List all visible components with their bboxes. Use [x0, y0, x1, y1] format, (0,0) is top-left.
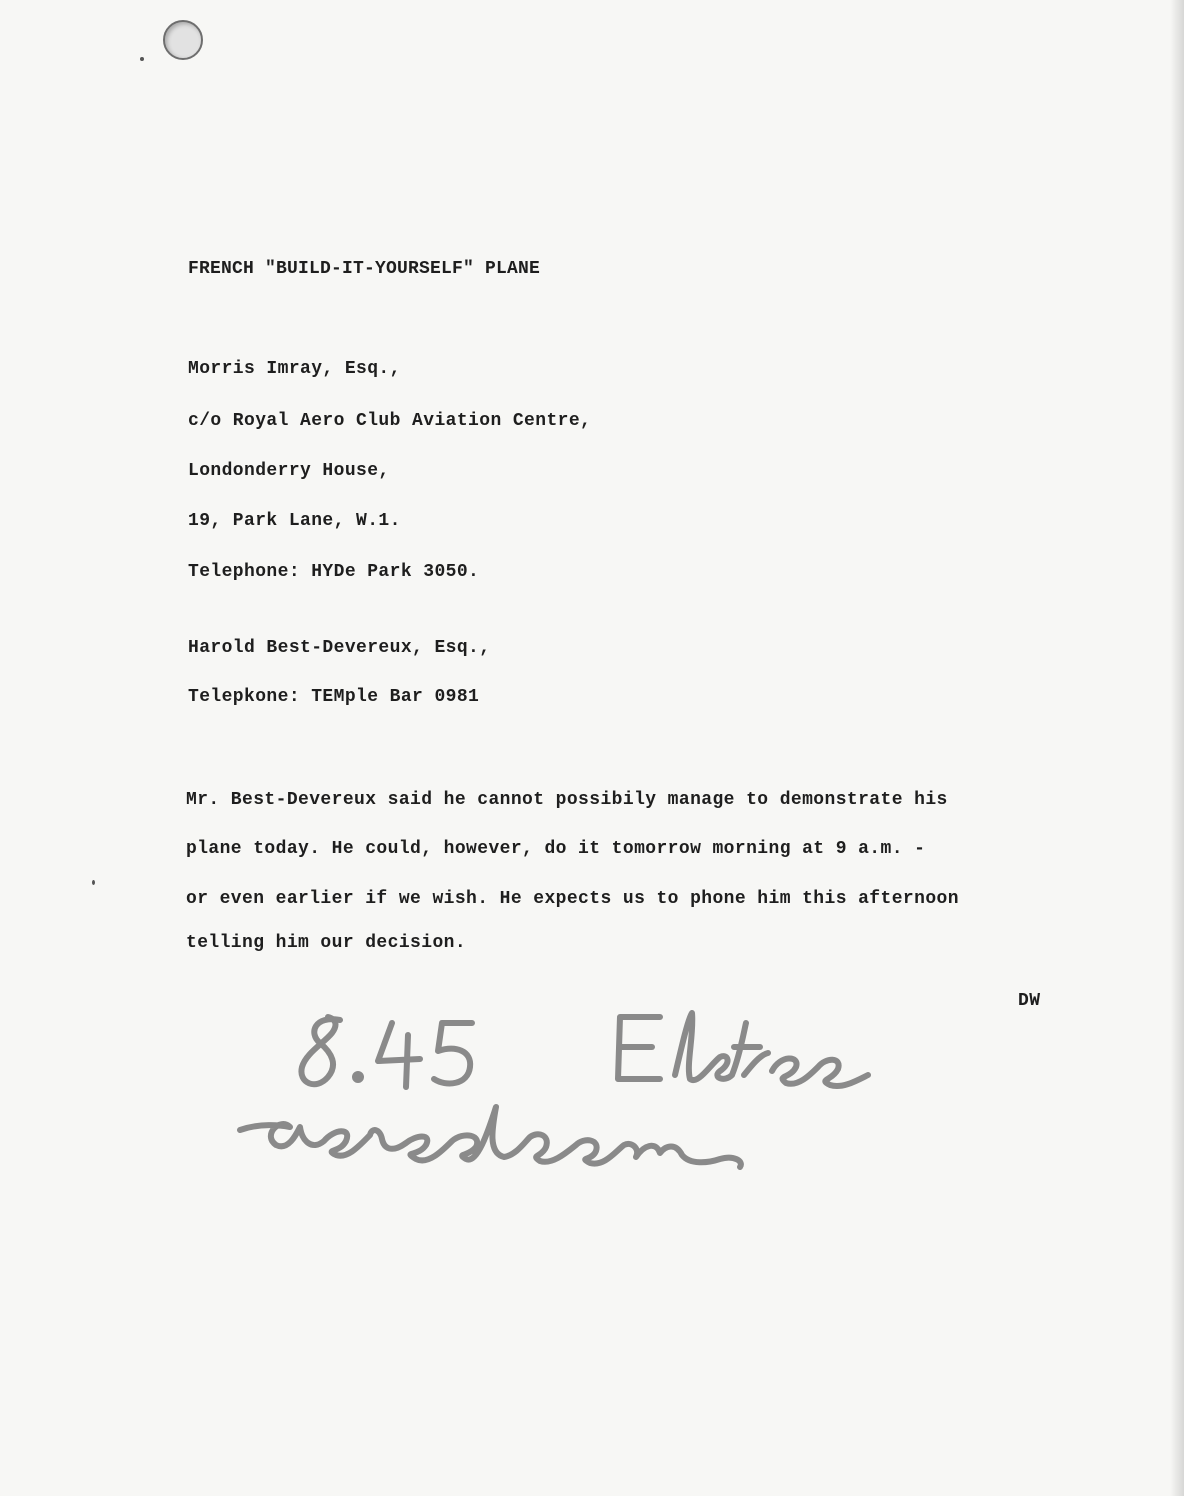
- memo-title: FRENCH "BUILD-IT-YOURSELF" PLANE: [188, 259, 541, 279]
- contact-2-name: Harold Best-Devereux, Esq.,: [188, 638, 491, 658]
- contact-2-telephone: Telepkone: TEMple Bar 0981: [188, 687, 480, 707]
- paper-speck: [92, 880, 95, 885]
- handwritten-note-drawing: [220, 995, 980, 1185]
- contact-1-care-of: c/o Royal Aero Club Aviation Centre,: [188, 411, 592, 431]
- body-line-4: telling him our decision.: [186, 933, 467, 953]
- page-edge-shadow: [1170, 0, 1184, 1496]
- contact-1-telephone: Telephone: HYDe Park 3050.: [188, 562, 480, 582]
- punch-hole: [163, 20, 203, 60]
- paper-speck: [140, 57, 144, 61]
- contact-1-name: Morris Imray, Esq.,: [188, 359, 401, 379]
- body-line-3: or even earlier if we wish. He expects us to phone him this afternoon: [186, 889, 959, 909]
- contact-1-building: Londonderry House,: [188, 461, 390, 481]
- body-line-2: plane today. He could, however, do it tomorrow morning at 9 a.m. -: [186, 839, 926, 859]
- body-line-1: Mr. Best-Devereux said he cannot possibily manage to demonstrate his: [186, 790, 948, 810]
- author-initials: DW: [1018, 991, 1041, 1011]
- contact-1-street: 19, Park Lane, W.1.: [188, 511, 401, 531]
